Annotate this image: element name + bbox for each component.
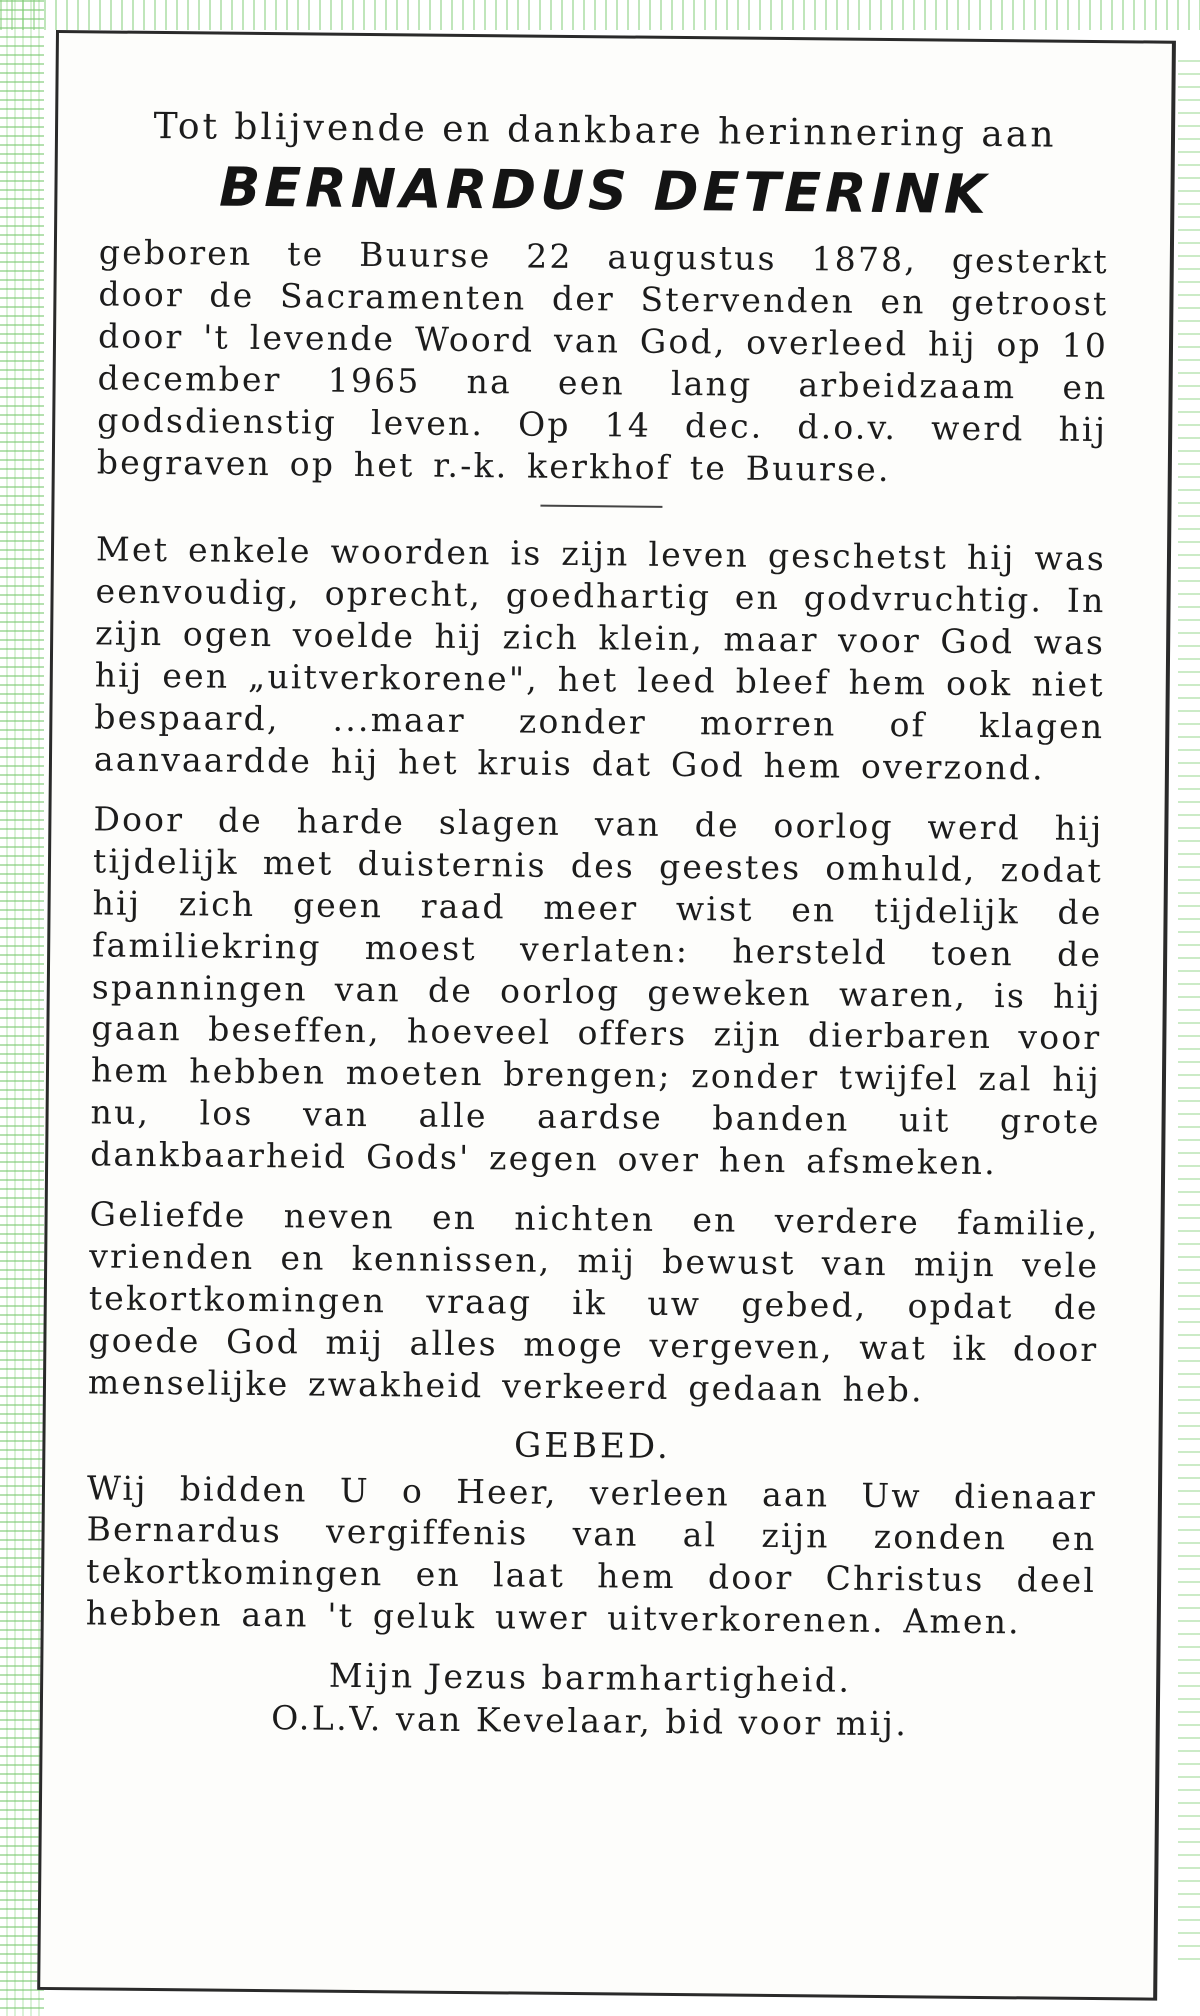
closing-line-1: Mijn Jezus barmhartigheid. (328, 1655, 852, 1700)
biography-paragraph: geboren te Buurse 22 augustus 1878, gesterkt door de Sacramenten der Stervenden en getroost door 't levende Woord van God, overleed hij op 10 december 1965 na een lang arbeidzaam en godsdienstig leven. Op 14 dec. d.o.v. werd hij begraven op het r.-k. kerkhof te Buurse. (96, 232, 1110, 489)
closing-line-2: O.L.V. van Kevelaar, bid voor mij. (271, 1698, 909, 1744)
section-divider (540, 505, 662, 508)
scan-edge-left (0, 0, 44, 2016)
prayer-heading: GEBED. (513, 1425, 671, 1467)
war-paragraph: Door de harde slagen van de oorlog werd hij tijdelijk met duisternis des geestes omhuld, zodat hij zich geen raad meer wist en tijdelijk de familiekring moest verlaten: hersteld toen de spanningen van de oorlog geweken waren, is hij gaan beseffen, hoeveel offers zijn dierbaren voor hem hebben moeten brengen; zonder twijfel zal hij nu, los van alle aardse banden uit grote dankbaarheid Gods' zegen over hen afsmeken. (90, 799, 1104, 1183)
scan-edge-top (0, 0, 1200, 30)
intro-line: Tot blijvende en dankbare herinnering aan (153, 105, 1057, 156)
life-paragraph: Met enkele woorden is zijn leven geschetst hij was eenvoudig, oprecht, goedhartig en godvruchtig. In zijn ogen voelde hij zich klein, maar voor God was hij een „uitverkorene", het leed bleef hem ook niet bespaard, ...maar zonder morren of klagen aanvaardde hij het kruis dat God hem overzond. (93, 529, 1107, 788)
closing-block (85, 1653, 1096, 1748)
family-paragraph: Geliefde neven en nichten en verdere familie, vrienden en kennissen, mij bewust van mijn vele tekortkomingen vraag ik uw gebed, opdat de goede God mij alles moge vergeven, wat ik door menselijke zwakheid verkeerd gedaan heb. (87, 1194, 1100, 1410)
scan-edge-right (1178, 60, 1200, 1960)
memorial-card (37, 30, 1176, 2001)
deceased-name: BERNARDUS DETERINK (218, 155, 991, 226)
card-content (85, 103, 1111, 1748)
prayer-paragraph: Wij bidden U o Heer, verleen aan Uw dienaar Bernardus vergiffenis van al zijn zonden en tekortkomingen en laat hem door Christus deel hebben aan 't geluk uwer uitverkorenen. Amen. (85, 1467, 1098, 1642)
